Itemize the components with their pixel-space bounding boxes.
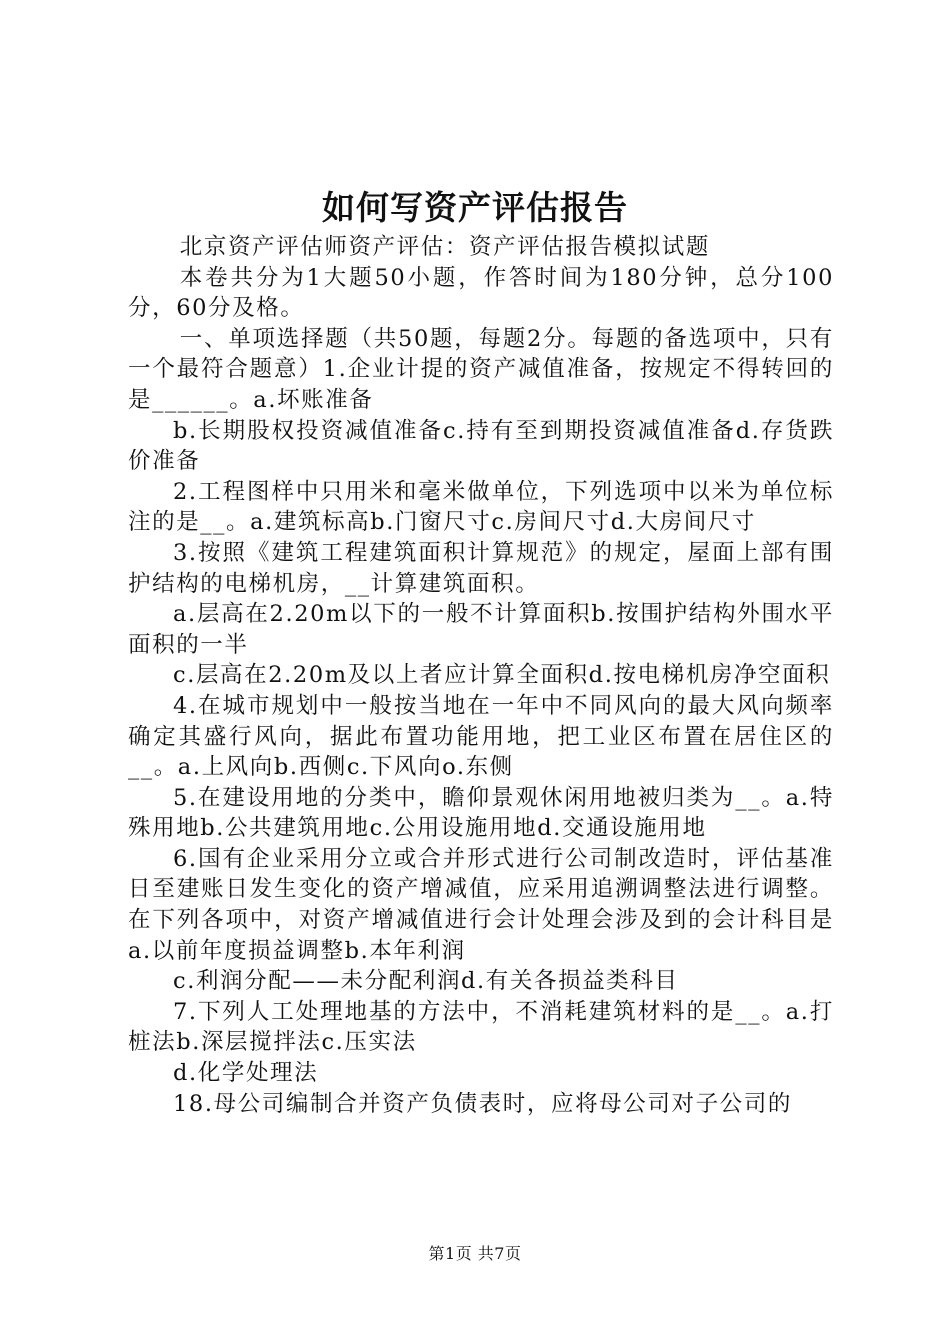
paragraph-question-3-options-a: a.层高在2.20m以下的一般不计算面积b.按围护结构外围水平面积的一半 (128, 601, 834, 658)
page-footer: 第1页 共7页 (428, 1244, 522, 1263)
paragraph-question-7: 7.下列人工处理地基的方法中，不消耗建筑材料的是__。a.打桩法b.深层搅拌法c.压实法 (128, 998, 834, 1056)
paragraph-question-1-options: b.长期股权投资减值准备c.持有至到期投资减值准备d.存货跌价准备 (128, 417, 834, 475)
paragraph-question-2: 2.工程图样中只用米和毫米做单位，下列选项中以米为单位标注的是__。a.建筑标高b.门窗尺寸c.房间尺寸d.大房间尺寸 (128, 478, 834, 536)
document-title: 如何写资产评估报告 (322, 188, 628, 227)
paragraph-subtitle: 北京资产评估师资产评估：资产评估报告模拟试题 (179, 234, 710, 260)
paragraph-question-5: 5.在建设用地的分类中，瞻仰景观休闲用地被归类为__。a.特殊用地b.公共建筑用地c.公用设施用地d.交通设施用地 (128, 784, 834, 842)
paragraph-question-1: 一、单项选择题（共50题，每题2分。每题的备选项中，只有一个最符合题意）1.企业计提的资产减值准备，按规定不得转回的是______。a.坏账准备 (128, 325, 834, 413)
paragraph-question-3: 3.按照《建筑工程建筑面积计算规范》的规定，屋面上部有围护结构的电梯机房，__计算建筑面积。 (128, 539, 834, 597)
paragraph-question-3-options-c: c.层高在2.20m及以上者应计算全面积d.按电梯机房净空面积 (173, 662, 831, 689)
paragraph-question-7-options: d.化学处理法 (173, 1060, 319, 1087)
paragraph-exam-info: 本卷共分为1大题50小题，作答时间为180分钟，总分100分，60分及格。 (128, 264, 834, 322)
document-body (128, 232, 834, 1119)
paragraph-question-18: 18.母公司编制合并资产负债表时，应将母公司对子公司的 (173, 1090, 792, 1117)
paragraph-question-4: 4.在城市规划中一般按当地在一年中不同风向的最大风向频率确定其盛行风向，据此布置功能用地，把工业区布置在居住区的__。a.上风向b.西侧c.下风向o.东侧 (128, 692, 834, 781)
paragraph-question-6: 6.国有企业采用分立或合并形式进行公司制改造时，评估基准日至建账日发生变化的资产增减值，应采用追溯调整法进行调整。在下列各项中，对资产增减值进行会计处理会涉及到的会计科目是a.以前年度损益调整b.本年利润 (128, 845, 834, 964)
paragraph-question-6-options: c.利润分配——未分配利润d.有关各损益类科目 (173, 968, 679, 995)
